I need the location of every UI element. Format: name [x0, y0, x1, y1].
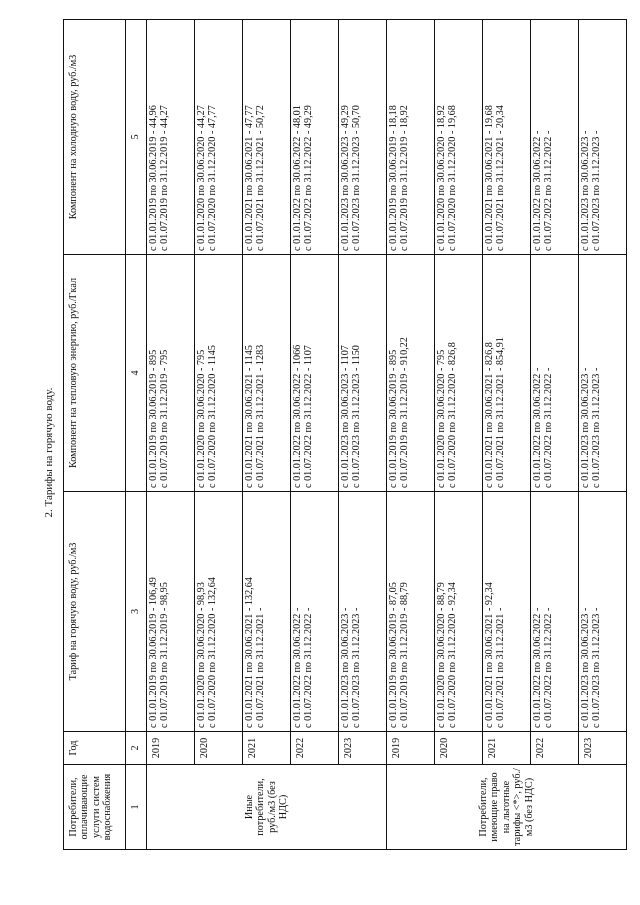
- column-number: 2: [126, 732, 147, 765]
- heat-component-cell: [243, 255, 291, 492]
- period-value: с 01.01.2020 по 30.06.2020 - 795: [196, 349, 207, 488]
- period-value: с 01.01.2022 по 30.06.2022 - 48,01: [292, 105, 303, 251]
- period-value: с 01.01.2023 по 30.06.2023 -: [580, 130, 591, 251]
- table-row: [243, 20, 291, 850]
- heat-component-cell: [387, 255, 435, 492]
- header-heat-component: Компонент на тепловую энергию, руб./Гкал: [64, 255, 126, 492]
- year-cell: 2022: [531, 732, 579, 765]
- document-title: 2. Тарифы на горячую воду.: [43, 387, 55, 518]
- tariff-cell: [243, 492, 291, 732]
- period-value: с 01.07.2019 по 31.12.2019 - 910,22: [399, 337, 411, 488]
- period-value: с 01.07.2023 по 31.12.2023 -: [591, 367, 603, 488]
- heat-component-cell: [291, 255, 339, 492]
- period-value: с 01.01.2019 по 30.06.2019 - 87,05: [388, 582, 399, 728]
- tariff-cell: [579, 492, 627, 732]
- period-value: с 01.01.2022 по 30.06.2022 -: [532, 607, 543, 728]
- table-row: [531, 20, 579, 850]
- period-value: с 01.07.2022 по 31.12.2022 -: [543, 607, 555, 728]
- year-cell: 2022: [291, 732, 339, 765]
- tariff-cell: [339, 492, 387, 732]
- period-value: с 01.01.2020 по 30.06.2020 - 18,92: [436, 105, 447, 251]
- period-value: с 01.01.2023 по 30.06.2023 - 1107: [340, 345, 351, 488]
- tariff-cell: [291, 492, 339, 732]
- tariff-cell: [195, 492, 243, 732]
- period-value: с 01.01.2021 по 30.06.2021 - 92,34: [484, 582, 495, 728]
- period-value: с 01.01.2022 по 30.06.2022 -: [292, 607, 303, 728]
- cold-component-cell: [531, 20, 579, 255]
- cold-component-cell: [243, 20, 291, 255]
- period-value: с 01.07.2020 по 31.12.2020 - 47,77: [207, 105, 219, 251]
- period-value: с 01.07.2022 по 31.12.2022 - 49,29: [303, 105, 315, 251]
- period-value: с 01.01.2023 по 30.06.2023 - 49,29: [340, 105, 351, 251]
- cold-component-cell: [435, 20, 483, 255]
- cold-component-cell: [195, 20, 243, 255]
- year-cell: 2020: [195, 732, 243, 765]
- tariff-cell: [435, 492, 483, 732]
- period-value: с 01.07.2023 по 31.12.2023 -: [591, 607, 603, 728]
- tariff-cell: [483, 492, 531, 732]
- period-value: с 01.01.2023 по 30.06.2023 -: [340, 607, 351, 728]
- table-row: [387, 20, 435, 850]
- period-value: с 01.01.2021 по 30.06.2021 - 826,8: [484, 342, 495, 488]
- period-value: с 01.01.2019 по 30.06.2019 - 18,18: [388, 105, 399, 251]
- header-consumers: Потребители, оплачивающие услуги систем водоснабжения: [64, 765, 126, 850]
- period-value: с 01.07.2023 по 31.12.2023 - 50,70: [351, 105, 363, 251]
- period-value: с 01.07.2021 по 31.12.2021 - 854,91: [495, 337, 507, 488]
- period-value: с 01.07.2022 по 31.12.2022 -: [543, 367, 555, 488]
- year-cell: 2023: [339, 732, 387, 765]
- tariff-cell: [147, 492, 195, 732]
- period-value: с 01.07.2020 по 31.12.2020 - 826,8: [447, 342, 459, 488]
- heat-component-cell: [579, 255, 627, 492]
- period-value: с 01.07.2021 по 31.12.2021 -: [495, 607, 507, 728]
- table-row: [147, 20, 195, 850]
- period-value: с 01.07.2023 по 31.12.2023 -: [591, 130, 603, 251]
- period-value: с 01.01.2023 по 30.06.2023 -: [580, 367, 591, 488]
- period-value: с 01.01.2019 по 30.06.2019 - 895: [148, 349, 159, 488]
- period-value: с 01.07.2020 по 31.12.2020 - 19,68: [447, 105, 459, 251]
- period-value: с 01.07.2020 по 31.12.2020 - 1145: [207, 345, 219, 488]
- column-number: 4: [126, 255, 147, 492]
- period-value: с 01.01.2020 по 30.06.2020 - 795: [436, 349, 447, 488]
- period-value: с 01.07.2020 по 31.12.2020 - 132,64: [207, 577, 219, 728]
- heat-component-cell: [531, 255, 579, 492]
- table-row: [195, 20, 243, 850]
- period-value: с 01.01.2019 по 30.06.2019 - 44,96: [148, 105, 159, 251]
- heat-component-cell: [195, 255, 243, 492]
- table-body: [147, 20, 627, 850]
- year-cell: 2023: [579, 732, 627, 765]
- header-year: Год: [64, 732, 126, 765]
- consumer-category: Потребители, имеющие право на льготные тарифы <*>, руб./м3 (без НДС): [387, 765, 627, 850]
- period-value: с 01.07.2021 по 31.12.2021 - 1283: [255, 344, 267, 488]
- consumer-category: Иные потребители, руб./м3 (без НДС): [147, 765, 387, 850]
- year-cell: 2019: [147, 732, 195, 765]
- cold-component-cell: [483, 20, 531, 255]
- header-row: [64, 20, 126, 850]
- period-value: с 01.01.2021 по 30.06.2021 - 1145: [244, 345, 255, 488]
- table-row: [435, 20, 483, 850]
- table-row: [579, 20, 627, 850]
- period-value: с 01.01.2022 по 30.06.2022 -: [532, 367, 543, 488]
- period-value: с 01.01.2019 по 30.06.2019 - 106,49: [148, 577, 159, 728]
- period-value: с 01.07.2019 по 31.12.2019 - 18,92: [399, 105, 411, 251]
- tariff-cell: [387, 492, 435, 732]
- header-cold-component: Компонент на холодную воду, руб./м3: [64, 20, 126, 255]
- period-value: с 01.01.2019 по 30.06.2019 - 895: [388, 349, 399, 488]
- heat-component-cell: [483, 255, 531, 492]
- cold-component-cell: [387, 20, 435, 255]
- period-value: с 01.01.2022 по 30.06.2022 -: [532, 130, 543, 251]
- period-value: с 01.07.2022 по 31.12.2022 -: [543, 130, 555, 251]
- period-value: с 01.01.2021 по 30.06.2021 - 132,64: [244, 577, 255, 728]
- cold-component-cell: [339, 20, 387, 255]
- period-value: с 01.01.2021 по 30.06.2021 - 47,77: [244, 105, 255, 251]
- period-value: с 01.07.2019 по 31.12.2019 - 44,27: [159, 105, 171, 251]
- cold-component-cell: [291, 20, 339, 255]
- period-value: с 01.07.2019 по 31.12.2019 - 98,95: [159, 582, 171, 728]
- period-value: с 01.07.2019 по 31.12.2019 - 88,79: [399, 582, 411, 728]
- table-row: [483, 20, 531, 850]
- heat-component-cell: [147, 255, 195, 492]
- column-number: 1: [126, 765, 147, 850]
- year-cell: 2019: [387, 732, 435, 765]
- heat-component-cell: [435, 255, 483, 492]
- period-value: с 01.01.2020 по 30.06.2020 - 88,79: [436, 582, 447, 728]
- period-value: с 01.01.2020 по 30.06.2020 - 98,93: [196, 582, 207, 728]
- period-value: с 01.07.2023 по 31.12.2023 -: [351, 607, 363, 728]
- column-number-row: [126, 20, 147, 850]
- cold-component-cell: [579, 20, 627, 255]
- period-value: с 01.01.2021 по 30.06.2021 - 19,68: [484, 105, 495, 251]
- year-cell: 2021: [243, 732, 291, 765]
- year-cell: 2021: [483, 732, 531, 765]
- period-value: с 01.01.2022 по 30.06.2022 - 1066: [292, 344, 303, 488]
- heat-component-cell: [339, 255, 387, 492]
- period-value: с 01.07.2021 по 31.12.2021 -: [255, 607, 267, 728]
- period-value: с 01.07.2021 по 31.12.2021 - 50,72: [255, 105, 267, 251]
- table-row: [339, 20, 387, 850]
- period-value: с 01.07.2022 по 31.12.2022 -: [303, 607, 315, 728]
- period-value: с 01.07.2021 по 31.12.2021 - 20,34: [495, 105, 507, 251]
- header-tariff: Тариф на горячую воду, руб./м3: [64, 492, 126, 732]
- period-value: с 01.07.2023 по 31.12.2023 - 1150: [351, 345, 363, 488]
- cold-component-cell: [147, 20, 195, 255]
- period-value: с 01.07.2019 по 31.12.2019 - 795: [159, 349, 171, 488]
- period-value: с 01.01.2020 по 30.06.2020 - 44,27: [196, 105, 207, 251]
- tariff-table: [63, 19, 627, 850]
- period-value: с 01.01.2023 по 30.06.2023 -: [580, 607, 591, 728]
- column-number: 5: [126, 20, 147, 255]
- period-value: с 01.07.2022 по 31.12.2022 - 1107: [303, 345, 315, 488]
- period-value: с 01.07.2020 по 31.12.2020 - 92,34: [447, 582, 459, 728]
- column-number: 3: [126, 492, 147, 732]
- table-row: [291, 20, 339, 850]
- tariff-cell: [531, 492, 579, 732]
- year-cell: 2020: [435, 732, 483, 765]
